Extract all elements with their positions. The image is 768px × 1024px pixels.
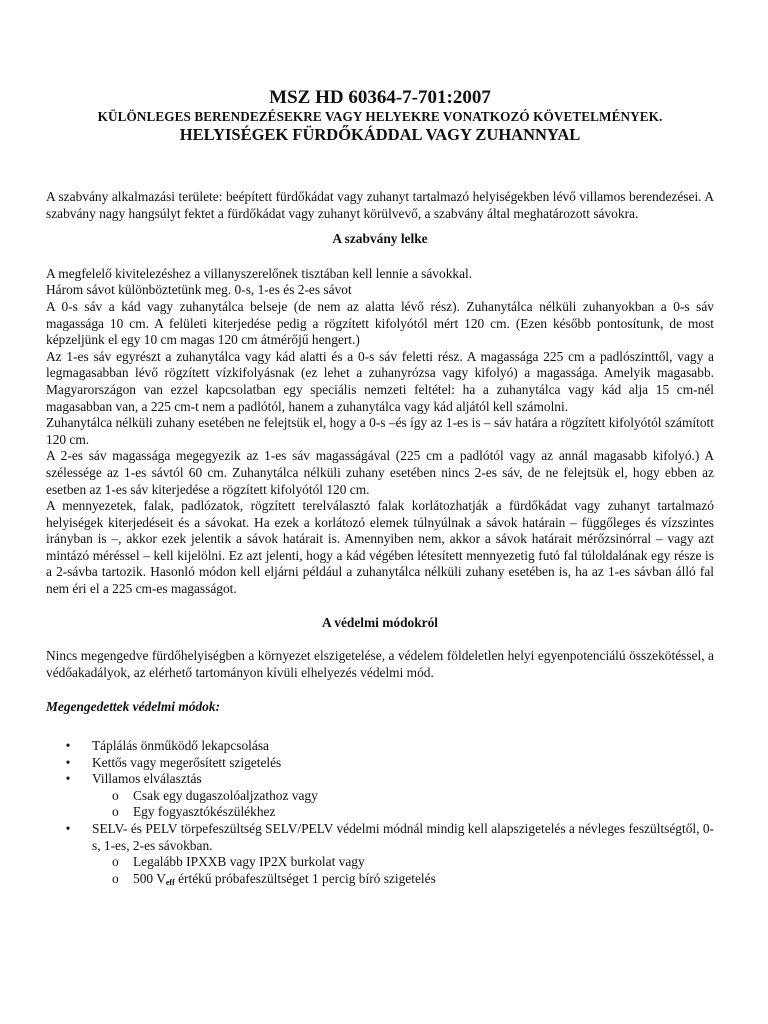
paragraph: Az 1-es sáv egyrészt a zuhanytálca vagy kád alatti és a 0-s sáv feletti rész. A magassága 225 cm a padlószinttől, vagy a legmagasabban lévő rögzített vízkifolyásnak (ez lehet a zuhanyrózsa vagy kifolyó) a magassága. Amelyik magasabb. Magyarországon van ezzel kapcsolatban egy speciális nemzeti feltétel: ha a zuhanytálca vagy kád alja 15 cm-nél magasabban van, a 225 cm-t nem a padlótól, hanem a zuhanytálca vagy kád aljától kell számolni.	[46, 348, 714, 414]
list-item-text: Táplálás önműködő lekapcsolása	[92, 738, 270, 754]
sub-list-item	[92, 854, 714, 871]
paragraph: Három sávot különböztetünk meg. 0-s, 1-es és 2-es sávot	[46, 282, 352, 298]
sub-list-item	[92, 804, 714, 821]
sub-list-item	[92, 871, 714, 892]
paragraph: A 0-s sáv a kád vagy zuhanytálca belseje (de nem az alatta lévő rész). Zuhanytálca nélküli zuhanyokban a 0-s sáv magassága 10 cm. A felületi kiterjedése pedig a rögzített kifolyótól mért 120 cm. (Ezen később pontosítunk, de most képzeljünk el egy 10 cm magas 120 cm átmérőjű hengert.)	[46, 298, 714, 348]
sub-list-item-text: Legalább IPXXB vagy IP2X burkolat vagy	[133, 854, 365, 870]
document-title: MSZ HD 60364-7-701:2007	[269, 87, 491, 108]
section-heading-megengedett-modok: Megengedettek védelmi módok:	[46, 699, 221, 715]
sub-list	[92, 854, 714, 891]
list-item-text: Villamos elválasztás	[92, 771, 202, 787]
protection-methods-list	[46, 738, 714, 891]
document-subtitle: KÜLÖNLEGES BERENDEZÉSEKRE VAGY HELYEKRE VONATKOZÓ KÖVETELMÉNYEK.	[97, 109, 663, 124]
circle-bullet-icon: o	[112, 870, 119, 886]
sub-list-item	[92, 788, 714, 805]
bullet-icon: •	[65, 754, 71, 770]
document-page	[46, 88, 714, 891]
intro-paragraph: A szabvány alkalmazási területe: beépített fürdőkádat vagy zuhanyt tartalmazó helyiségekben lévő villamos berendezései. A szabvány nagy hangsúlyt fektet a fürdőkádat vagy zuhanyt körülvevő, a szabvány által meghatározott sávokra.	[46, 189, 714, 221]
sub-list	[92, 788, 714, 821]
paragraph: Zuhanytálca nélküli zuhany esetében ne felejtsük el, hogy a 0-s –és így az 1-es is – sáv határa a rögzített kifolyótól számított 120 cm.	[46, 415, 714, 447]
paragraph: Nincs megengedve fürdőhelyiségben a környezet elszigetelése, a védelem földeletlen helyi egyenpotenciálú összekötéssel, a védőakadályok, az elérhető tartományon kívüli elhelyezés védelmi mód.	[46, 648, 714, 680]
list-item	[46, 738, 714, 755]
circle-bullet-icon: o	[112, 787, 119, 803]
bullet-icon: •	[65, 821, 71, 836]
paragraph: A mennyezetek, falak, padlózatok, rögzített terelválasztó falak korlátozhatják a fürdőkádat vagy zuhanyt tartalmazó helyiségek kiterjedéseit és a sávokat. Ha ezek a korlátozó elemek túlnyúlnak a sávok határain – függőleges és vízszintes irányban is –, akkor ezek jelentik a sávok határait is. Amennyiben nem, akkor a sávok határait mérőzsinórral – vagy azt mintázó méréssel – kell kijelölni. Ez azt jelenti, hogy a kád végében létesített mennyezetig futó fal túloldalának egy része is a 2-sávba tartozik. Hasonló módon kell eljárni például a zuhanytálca nélküli zuhany esetében is, ha az 1-es sávban álló fal nem éri el a 225 cm-es magasságot.	[46, 498, 714, 597]
bullet-icon: •	[65, 738, 71, 754]
bullet-icon: •	[65, 771, 71, 787]
sub-list-item-text: Csak egy dugaszolóaljzathoz vagy	[133, 787, 318, 803]
section-body-szabvany-lelke	[46, 266, 714, 598]
document-subtitle-2: HELYISÉGEK FÜRDŐKÁDDAL VAGY ZUHANNYAL	[179, 125, 581, 144]
paragraph: A 2-es sáv magassága megegyezik az 1-es sáv magasságával (225 cm a padlótól vagy az annál magasabb kifolyó.) A szélessége az 1-es sávtól 60 cm. Zuhanytálca nélküli zuhany esetében nincs 2-es sáv, de ne felejtsük el, hogy ebben az esetben az 1-es sáv kiterjedése a rögzített kifolyótól 120 cm.	[46, 448, 714, 497]
section-heading-szabvany-lelke: A szabvány lelke	[332, 231, 428, 247]
circle-bullet-icon: o	[112, 804, 119, 820]
list-item	[46, 755, 714, 772]
list-item	[46, 821, 714, 891]
list-item-text: Kettős vagy megerősített szigetelés	[92, 754, 282, 770]
paragraph: A megfelelő kivitelezéshez a villanyszerelőnek tisztában kell lennie a sávokkal.	[46, 265, 473, 281]
subscript: eff	[165, 877, 175, 887]
sub-list-item-text: Egy fogyasztókészülékhez	[133, 804, 276, 820]
circle-bullet-icon: o	[112, 854, 119, 870]
section-heading-vedelmi-modok: A védelmi módokról	[321, 614, 439, 630]
sub-list-item-text: 500 $V_{eff}$ értékű próbafeszültséget 1 percig bíró szigetelés	[133, 870, 436, 887]
list-item-text: SELV- és PELV törpefeszültség SELV/PELV védelmi módnál mindig kell alapszigetelés a névleges feszültségtől, 0-s, 1-es, 2-es sávokban.	[92, 821, 714, 853]
list-item	[46, 771, 714, 821]
